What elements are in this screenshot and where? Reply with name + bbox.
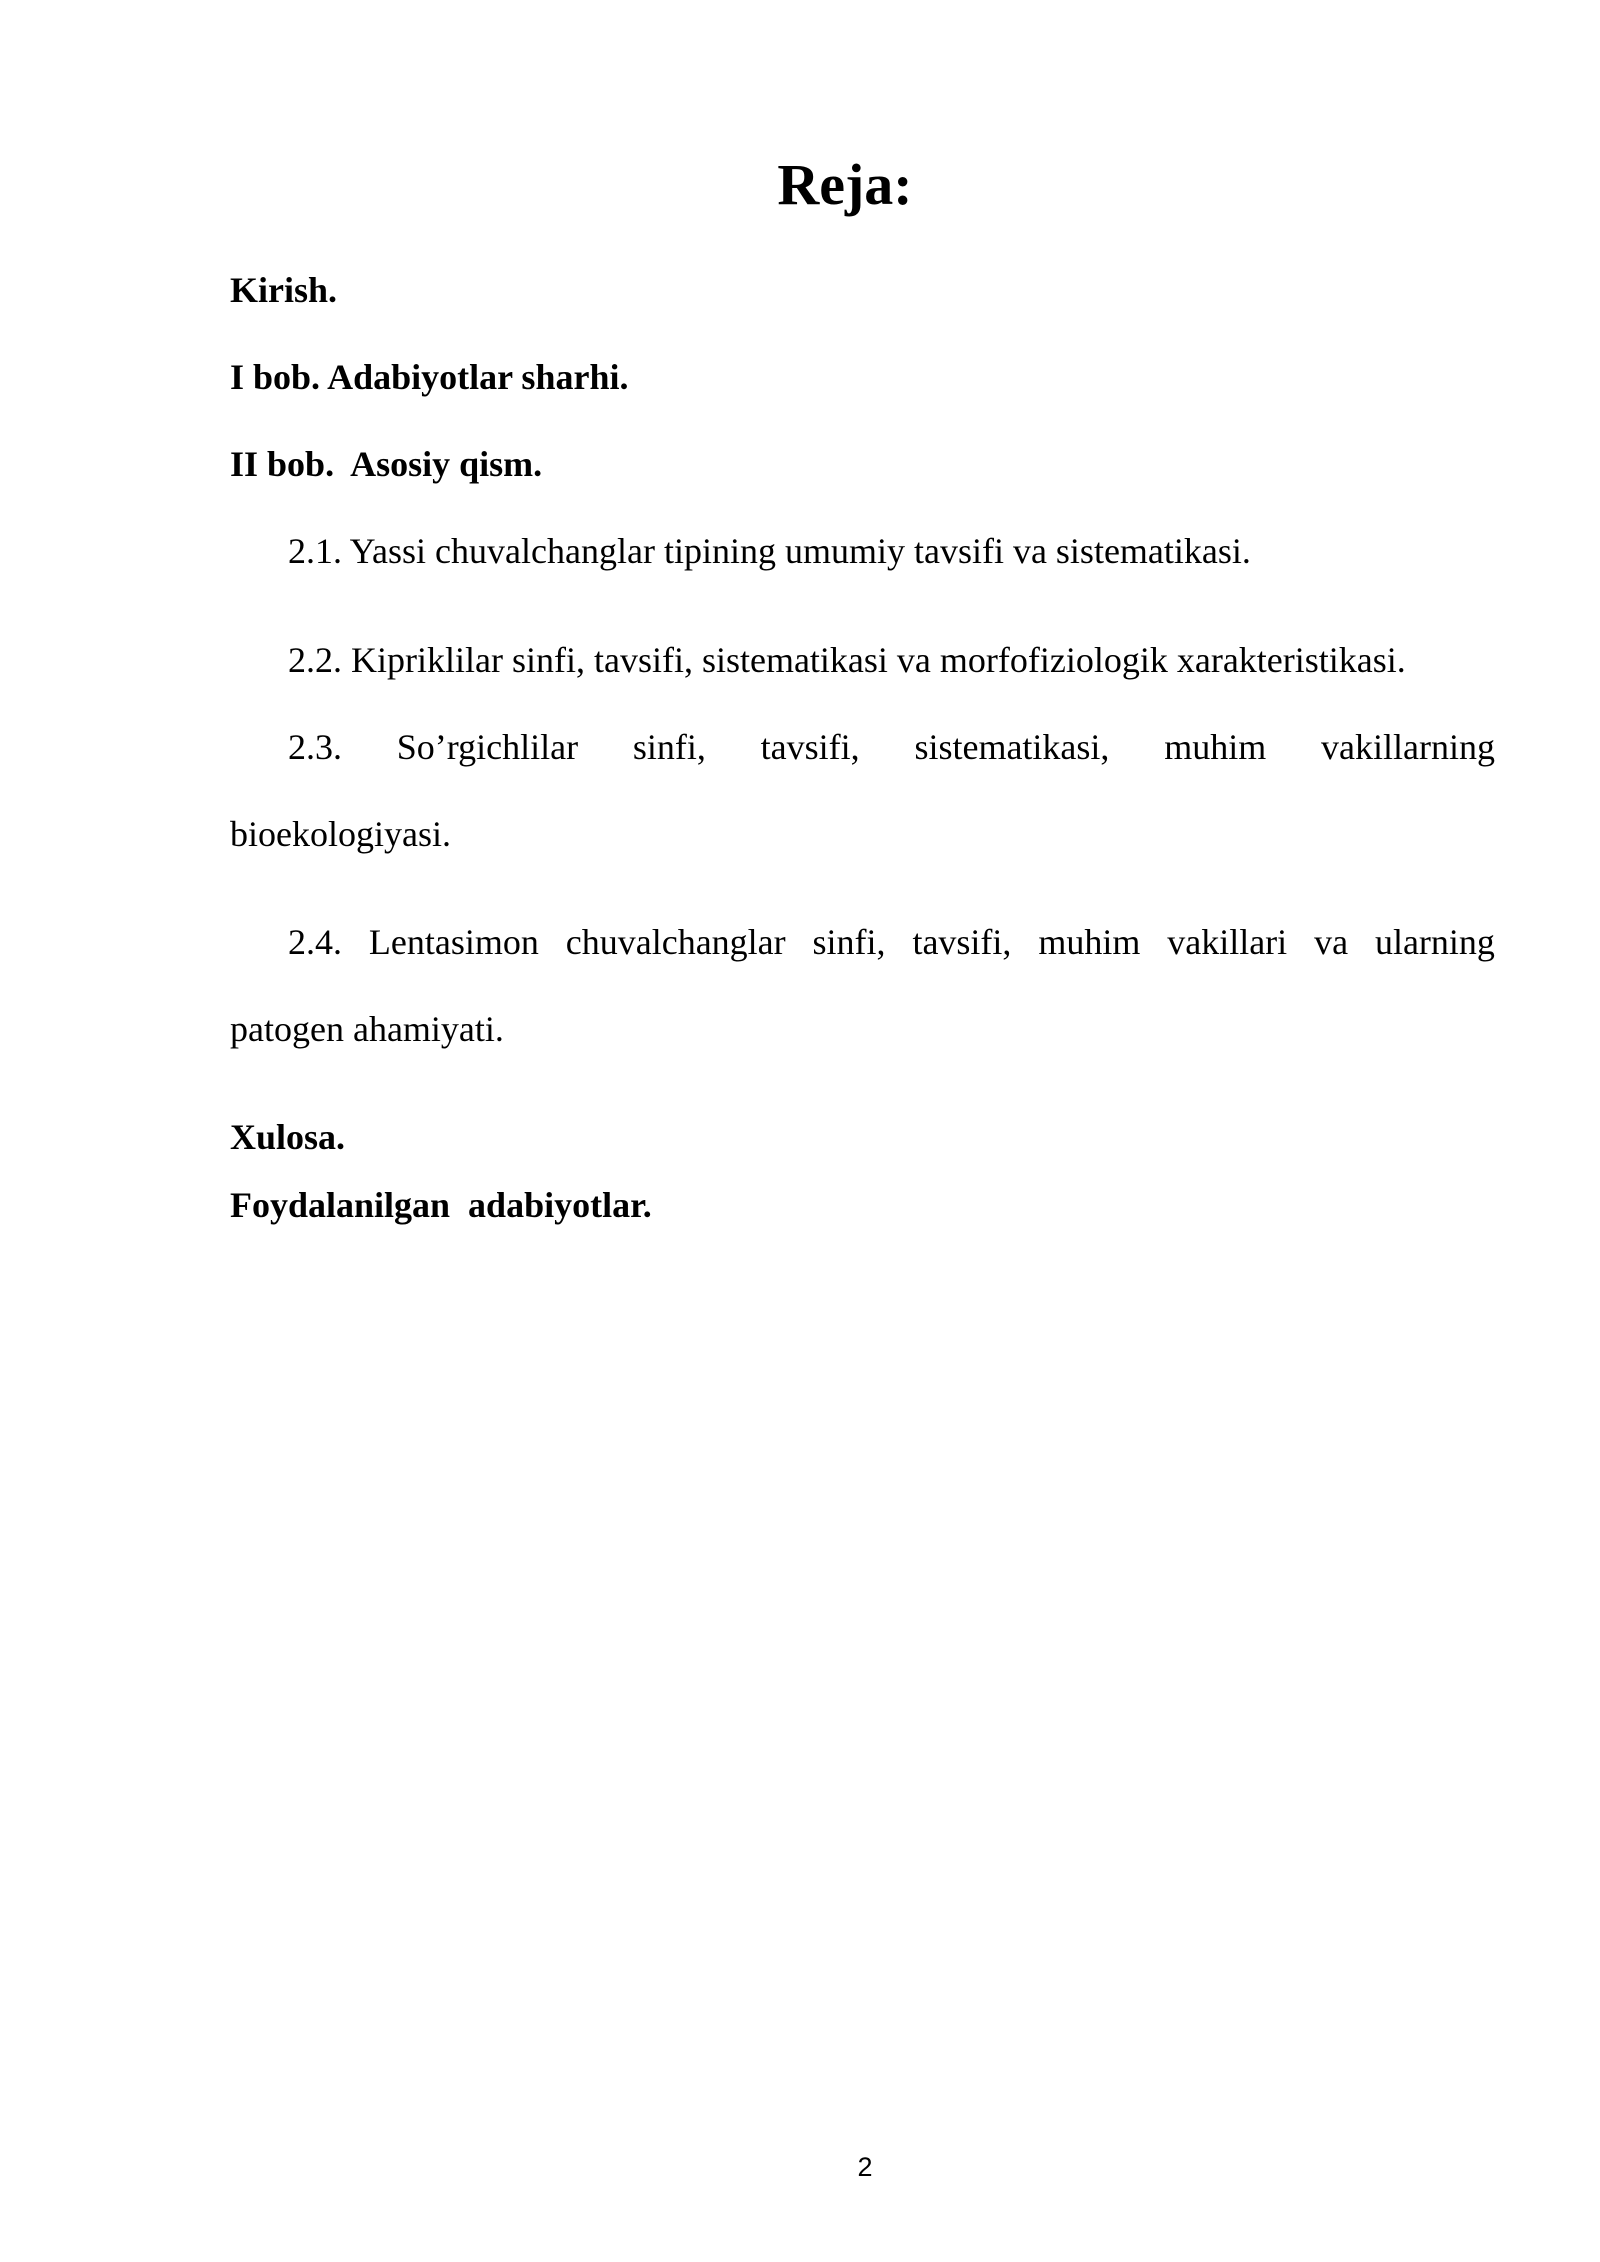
toc-item-conclusion: Xulosa. — [230, 1117, 346, 1157]
toc-word: muhim — [1164, 727, 1267, 767]
toc-word: tavsifi, — [760, 727, 860, 767]
toc-word: 2.3. — [288, 727, 342, 767]
page-number: 2 — [857, 2152, 873, 2182]
toc-item-section-2-1: 2.1. Yassi chuvalchanglar tipining umumiy tavsifi va sistematikasi. — [288, 531, 1251, 571]
toc-word: sinfi, — [632, 727, 706, 767]
toc-word: ularning — [1374, 922, 1495, 962]
toc-word: chuvalchanglar — [565, 922, 786, 962]
toc-item-intro: Kirish. — [230, 270, 338, 310]
toc-item-section-2-3-continuation: bioekologiyasi. — [230, 814, 451, 854]
toc-item-references: Foydalanilgan adabiyotlar. — [230, 1185, 652, 1225]
toc-word: vakillari — [1167, 922, 1288, 962]
toc-item-chapter-2: II bob. Asosiy qism. — [230, 444, 543, 484]
toc-word: muhim — [1038, 922, 1141, 962]
toc-word: sinfi, — [812, 922, 886, 962]
toc-item-chapter-1: I bob. Adabiyotlar sharhi. — [230, 357, 629, 397]
toc-word: va — [1314, 922, 1349, 962]
toc-item-section-2-4-continuation: patogen ahamiyati. — [230, 1009, 504, 1049]
page-title: Reja: — [777, 152, 913, 217]
toc-word: So’rgichlilar — [396, 727, 579, 767]
toc-item-section-2-2: 2.2. Kipriklilar sinfi, tavsifi, sistematikasi va morfofiziologik xarakteristikasi. — [288, 640, 1406, 680]
toc-word: Lentasimon — [368, 922, 539, 962]
toc-item-section-2-4 — [288, 920, 1495, 964]
toc-word: tavsifi, — [912, 922, 1012, 962]
toc-word: sistematikasi, — [914, 727, 1110, 767]
toc-word: 2.4. — [288, 922, 342, 962]
toc-item-section-2-3 — [288, 725, 1495, 769]
toc-word: vakillarning — [1321, 727, 1495, 767]
